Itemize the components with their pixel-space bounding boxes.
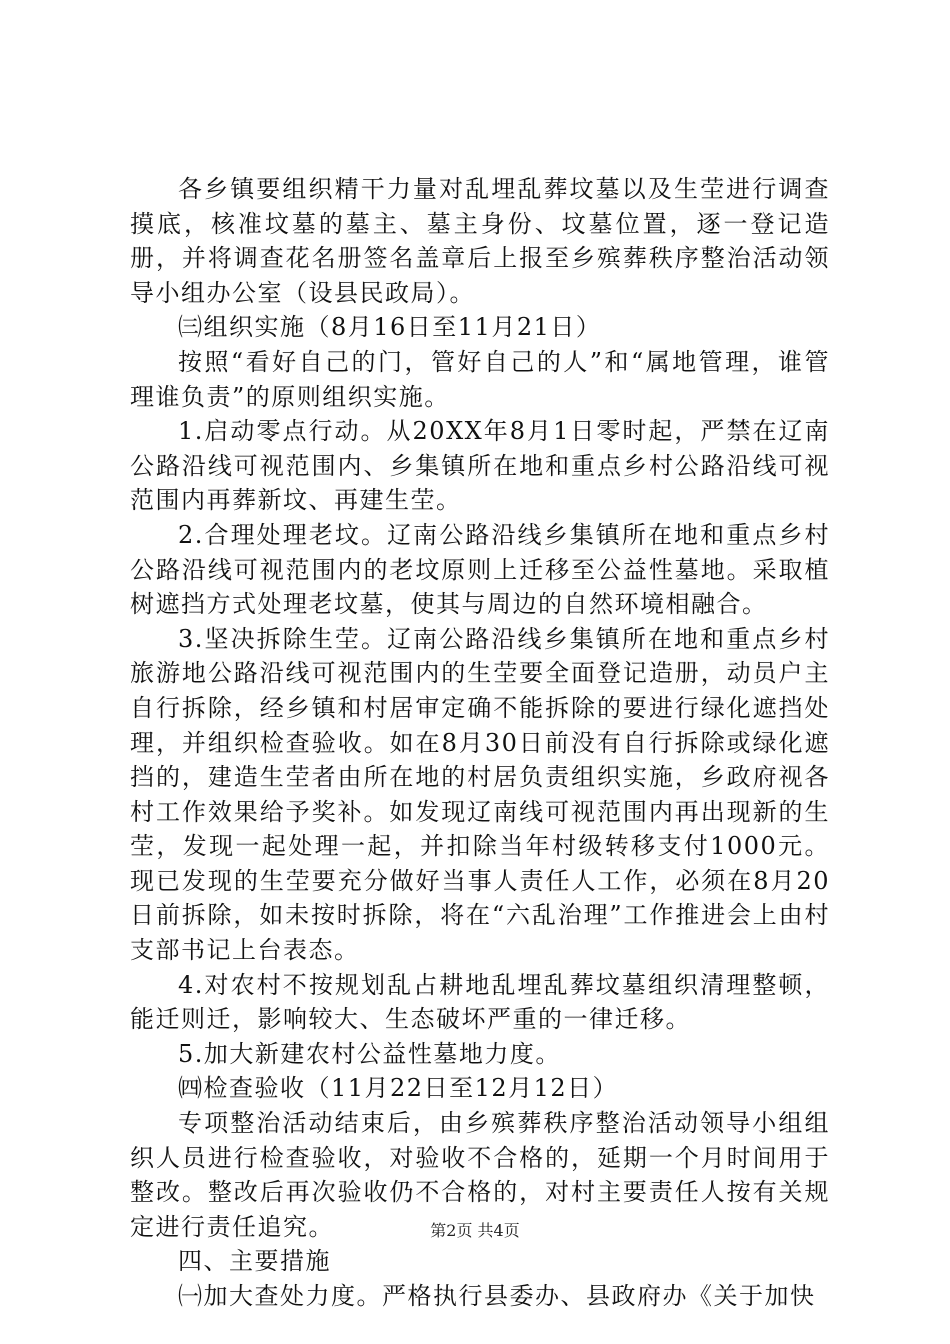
heading-implementation: ㈢组织实施（8月16日至11月21日） <box>178 313 602 342</box>
paragraph-survey: 各乡镇要组织精干力量对乱埋乱葬坟墓以及生茔进行调查摸底，核准坟墓的墓主、墓主身份、坟墓位置，逐一登记造册，并将调查花名册签名盖章后上报至乡殡葬秩序整治活动领导小组办公室（设县民政局）。 <box>130 175 830 307</box>
paragraph-inspection: 专项整治活动结束后，由乡殡葬秩序整治活动领导小组组织人员进行检查验收，对验收不合格的，延期一个月时间用于整改。整改后再次验收仍不合格的，对村主要责任人按有关规定进行责任追究。 <box>130 1109 830 1241</box>
document-body <box>130 172 830 1314</box>
page-number-footer: 第2页 共4页 <box>430 1221 520 1240</box>
paragraph-item-3: 3.坚决拆除生茔。辽南公路沿线乡集镇所在地和重点乡村旅游地公路沿线可视范围内的生茔要全面登记造册，动员户主自行拆除，经乡镇和村居审定确不能拆除的要进行绿化遮挡处理，并组织检查验收。如在8月30日前没有自行拆除或绿化遮挡的，建造生茔者由所在地的村居负责组织实施，乡政府视各村工作效果给予奖补。如发现辽南线可视范围内再出现新的生茔，发现一起处理一起，并扣除当年村级转移支付1000元。现已发现的生茔要充分做好当事人责任人工作，必须在8月20日前拆除，如未按时拆除，将在“六乱治理”工作推进会上由村支部书记上台表态。 <box>130 624 830 965</box>
paragraph-item-2: 2.合理处理老坟。辽南公路沿线乡集镇所在地和重点乡村公路沿线可视范围内的老坟原则上迁移至公益性墓地。采取植树遮挡方式处理老坟墓，使其与周边的自然环境相融合。 <box>130 520 830 619</box>
paragraph-item-5: 5.加大新建农村公益性墓地力度。 <box>178 1039 561 1068</box>
heading-main-measures: 四、主要措施 <box>178 1247 331 1276</box>
paragraph-item-1: 1.启动零点行动。从20XX年8月1日零时起，严禁在辽南公路沿线可视范围内、乡集镇所在地和重点乡村公路沿线可视范围内再葬新坟、再建生茔。 <box>130 417 830 515</box>
paragraph-item-4: 4.对农村不按规划乱占耕地乱埋乱葬坟墓组织清理整顿，能迁则迁，影响较大、生态破坏严重的一律迁移。 <box>130 970 830 1034</box>
paragraph-measure-1: ㈠加大查处力度。严格执行县委办、县政府办《关于加快 <box>178 1282 816 1310</box>
paragraph-principle: 按照“看好自己的门，管好自己的人”和“属地管理，谁管理谁负责”的原则组织实施。 <box>130 347 830 411</box>
heading-inspection: ㈣检查验收（11月22日至12月12日） <box>178 1074 619 1103</box>
